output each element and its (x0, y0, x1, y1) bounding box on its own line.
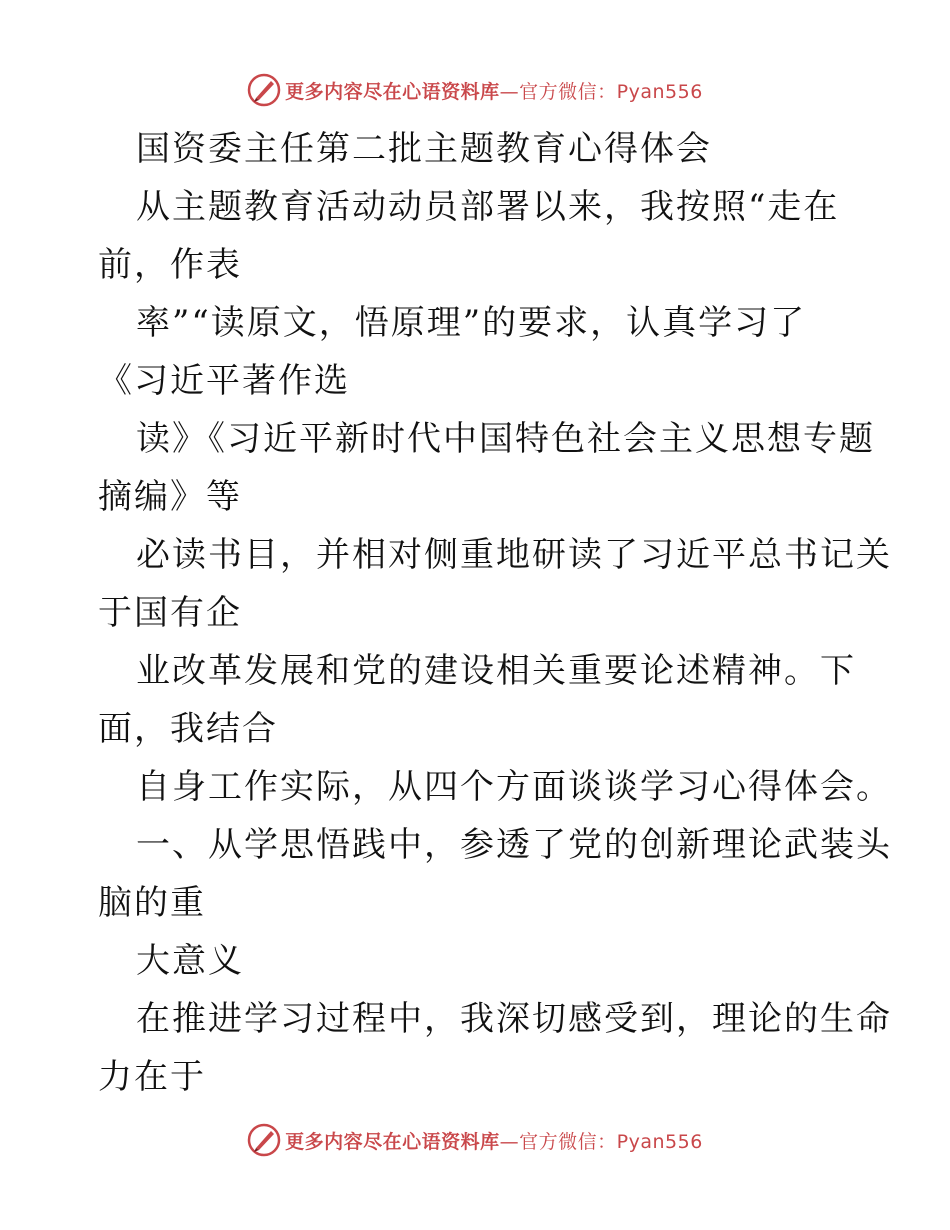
text-line: 业改革发展和党的建设相关重要论述精神。下 (136, 651, 856, 691)
text-line: 摘编》等 (98, 477, 242, 517)
header-banner-text (285, 77, 703, 104)
text-line: 力在于 (98, 1057, 206, 1097)
quill-pen-logo-icon (247, 1123, 281, 1157)
section-heading-line: 脑的重 (98, 883, 206, 923)
text-line: 在推进学习过程中，我深切感受到，理论的生命 (136, 999, 892, 1039)
footer-contact-text: 官方微信：Pyan556 (519, 1130, 703, 1153)
footer-watermark-banner (0, 1120, 950, 1160)
footer-brand-text: 更多内容尽在心语资料库 (285, 1130, 500, 1153)
header-contact-text: 官方微信：Pyan556 (519, 80, 703, 103)
text-line: 必读书目，并相对侧重地研读了习近平总书记关 (136, 535, 892, 575)
text-line: 《习近平著作选 (98, 361, 350, 401)
section-heading-line: 一、从学思悟践中，参透了党的创新理论武装头 (136, 825, 892, 865)
document-body (98, 120, 892, 1106)
document-title: 国资委主任第二批主题教育心得体会 (136, 129, 712, 169)
header-dash: — (499, 80, 520, 103)
quill-pen-logo-icon (247, 73, 281, 107)
text-line: 从主题教育活动动员部署以来，我按照“走在 (136, 187, 840, 227)
text-line: 读》《习近平新时代中国特色社会主义思想专题 (136, 419, 875, 459)
text-line: 于国有企 (98, 593, 242, 633)
text-line: 率”“读原文，悟原理”的要求，认真学习了 (136, 303, 807, 343)
header-watermark-banner (0, 70, 950, 110)
section-heading-line: 大意义 (136, 941, 244, 981)
text-line: 前，作表 (98, 245, 242, 285)
header-brand-text: 更多内容尽在心语资料库 (285, 80, 500, 103)
text-line: 面，我结合 (98, 709, 278, 749)
text-line: 自身工作实际，从四个方面谈谈学习心得体会。 (136, 767, 892, 807)
footer-dash: — (499, 1130, 520, 1153)
footer-banner-text (285, 1127, 703, 1154)
